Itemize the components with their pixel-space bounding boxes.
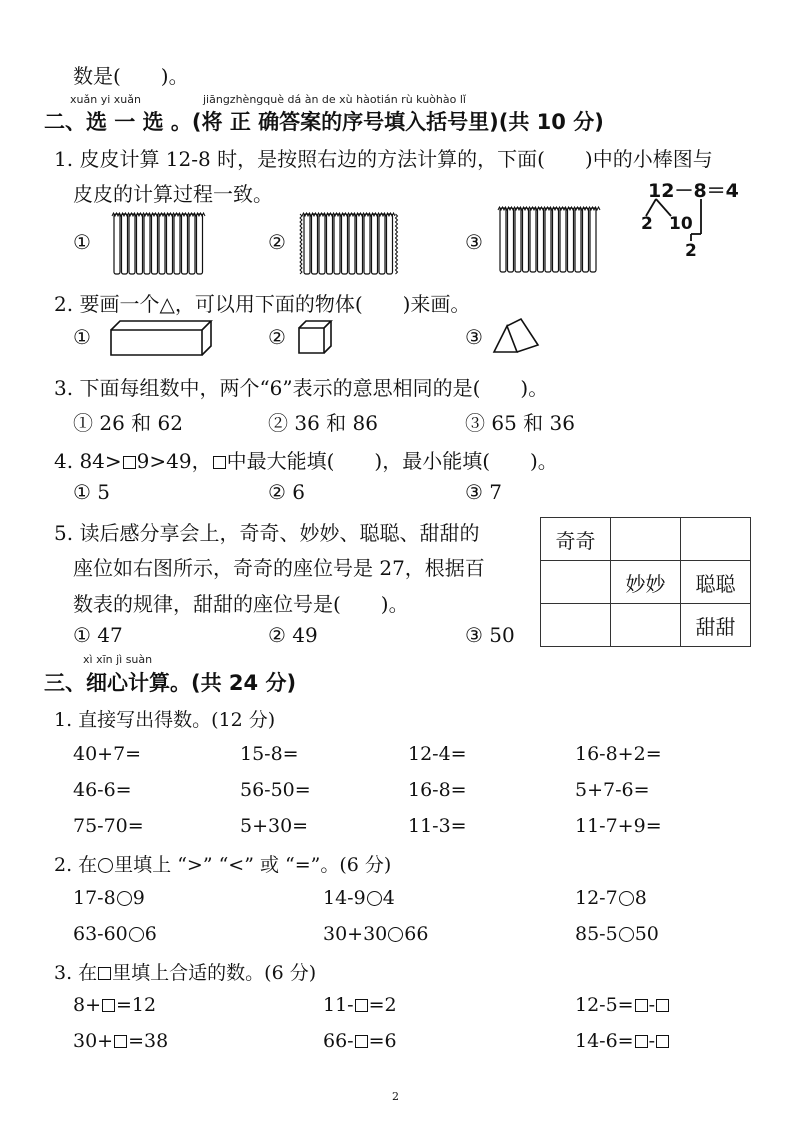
q5-line3: 数表的规律，甜甜的座位号是( )。 (73, 592, 409, 616)
compare-right: 9 (132, 887, 145, 909)
calc-item: 5+7-6= (575, 779, 650, 801)
fill-right: =6 (368, 1030, 397, 1052)
calc-item: 12-4= (408, 743, 467, 765)
seat-empty (611, 604, 681, 647)
stick-picture-1 (108, 208, 208, 278)
stick (129, 214, 135, 274)
stick (538, 208, 544, 272)
calc-item: 16-8= (408, 779, 467, 801)
fill-left: 14-6= (575, 1030, 634, 1052)
stick (342, 214, 348, 274)
blank-circle (619, 891, 634, 906)
compare-item (323, 923, 428, 945)
page-number: 2 (392, 1090, 399, 1103)
stick (327, 214, 333, 274)
section3-pinyin: xì xīn jì suàn (83, 653, 153, 666)
seat-empty (611, 518, 681, 561)
method-left: 2 (641, 214, 653, 234)
compare-item (575, 887, 647, 909)
stick (122, 214, 128, 274)
blank-box (355, 1035, 368, 1048)
q4-option-1: ① 5 (73, 480, 111, 504)
q3-line: 3. 下面每组数中，两个“6”表示的意思相同的是( )。 (54, 376, 549, 400)
compare-item (575, 923, 659, 945)
fill-item (73, 994, 156, 1016)
stick (334, 214, 340, 274)
fill-item (323, 994, 397, 1016)
seat-miaomiao: 妙妙 (611, 561, 681, 604)
stick-bundle (112, 213, 205, 274)
q2-line: 2. 要画一个△，可以用下面的物体( )来画。 (54, 292, 471, 316)
calc-item: 11-7+9= (575, 815, 662, 837)
stick (508, 208, 514, 272)
stick (530, 208, 536, 272)
stick (553, 208, 559, 272)
compare-item (323, 887, 395, 909)
blank-circle (388, 927, 403, 942)
stick-picture-3 (494, 204, 606, 276)
stick (152, 214, 158, 274)
compare-left: 12-7 (575, 887, 618, 909)
compare-item (73, 923, 157, 945)
compare-right: 4 (382, 887, 395, 909)
blank-circle (129, 927, 144, 942)
seat-congcong: 聪聪 (681, 561, 751, 604)
stick (159, 214, 165, 274)
fill-item (575, 994, 670, 1016)
compare-right: 8 (634, 887, 647, 909)
stick (304, 214, 310, 274)
stick (523, 208, 529, 272)
stick (583, 208, 589, 272)
q5-option-2: ② 49 (268, 623, 318, 647)
compare-item (73, 887, 145, 909)
q2-option-3: ③ (465, 325, 483, 349)
fill-left: 30+ (73, 1030, 114, 1052)
c2-title (54, 850, 391, 877)
compare-right: 50 (634, 923, 659, 945)
blank-box (102, 999, 115, 1012)
fill-left: 66- (323, 1030, 354, 1052)
c1-title: 1. 直接写出得数。(12 分) (54, 709, 276, 731)
fill-mid: - (648, 994, 656, 1016)
section3-heading: 三、细心计算。(共 24 分) (44, 671, 297, 695)
stick (357, 214, 363, 274)
stick-picture-2 (296, 208, 408, 278)
compare-left: 17-8 (73, 887, 116, 909)
q4-suffix: 中最大能填( )，最小能填( )。 (226, 449, 558, 473)
q1-option-2: ② (268, 230, 286, 254)
blank-box (213, 456, 226, 469)
stick (387, 214, 393, 274)
q1-line2: 皮皮的计算过程一致。 (73, 182, 273, 206)
q2-option-1: ① (73, 325, 91, 349)
blank-box (123, 456, 136, 469)
stick (137, 214, 143, 274)
method-equation: 12－8＝4 (648, 180, 739, 202)
c3-title (54, 958, 316, 985)
calc-item: 16-8+2= (575, 743, 662, 765)
seat-empty (681, 518, 751, 561)
fill-mid: - (648, 1030, 656, 1052)
compare-right: 6 (144, 923, 157, 945)
compare-left: 30+30 (323, 923, 388, 945)
stick (372, 214, 378, 274)
compare-right: 66 (404, 923, 429, 945)
seat-empty (541, 561, 611, 604)
fill-item (73, 1030, 168, 1052)
calc-item: 11-3= (408, 815, 467, 837)
stick (144, 214, 150, 274)
blank-circle (117, 891, 132, 906)
seat-empty (541, 604, 611, 647)
section2-pinyin-a: xuǎn yi xuǎn (70, 93, 141, 106)
q5-option-3: ③ 50 (465, 623, 515, 647)
c2-title-b: 里填上 “>” “<” 或 “=”。(6 分) (114, 854, 392, 876)
blank-box (98, 967, 111, 980)
blank-circle (98, 858, 113, 873)
stick (500, 208, 506, 272)
q4-middle: 9>49， (136, 449, 212, 473)
blank-box (355, 999, 368, 1012)
calc-item: 56-50= (240, 779, 311, 801)
method-mid: 10 (669, 214, 693, 234)
seat-tiantian: 甜甜 (681, 604, 751, 647)
stick (167, 214, 173, 274)
q5-line2: 座位如右图所示，奇奇的座位号是 27，根据百 (73, 556, 485, 580)
fill-left: 11- (323, 994, 354, 1016)
cube-shape (296, 318, 336, 358)
blank-box (635, 1035, 648, 1048)
fill-left: 8+ (73, 994, 102, 1016)
fill-item (323, 1030, 397, 1052)
q3-option-2: ② 36 和 86 (268, 411, 378, 435)
compare-left: 14-9 (323, 887, 366, 909)
q1-line1: 1. 皮皮计算 12-8 时，是按照右边的方法计算的，下面( )中的小棒图与 (54, 147, 713, 171)
compare-left: 63-60 (73, 923, 128, 945)
calc-item: 75-70= (73, 815, 144, 837)
stick (515, 208, 521, 272)
q3-option-3: ③ 65 和 36 (465, 411, 575, 435)
q5-option-1: ① 47 (73, 623, 123, 647)
section2-pinyin-b: jiāngzhèngquè dá àn de xù hàotián rù kuòhào lǐ (203, 93, 466, 106)
blank-box (656, 999, 669, 1012)
q4-line (54, 445, 558, 474)
c3-title-b: 里填上合适的数。(6 分) (112, 962, 317, 984)
stick (114, 214, 120, 274)
c2-title-a: 2. 在 (54, 854, 98, 876)
q1-option-1: ① (73, 230, 91, 254)
q3-option-1: ① 26 和 62 (73, 411, 183, 435)
calc-item: 46-6= (73, 779, 132, 801)
calc-item: 5+30= (240, 815, 309, 837)
c3-title-a: 3. 在 (54, 962, 98, 984)
bundle-wavy-edge (396, 214, 398, 274)
stick (312, 214, 318, 274)
stick (319, 214, 325, 274)
stick (174, 214, 180, 274)
cuboid-shape (108, 318, 218, 358)
q5-line1: 5. 读后感分享会上，奇奇、妙妙、聪聪、甜甜的 (54, 521, 480, 545)
blank-box (114, 1035, 127, 1048)
stick (590, 208, 596, 272)
stick (560, 208, 566, 272)
q4-option-3: ③ 7 (465, 480, 503, 504)
section2-heading: 二、选 一 选 。(将 正 确答案的序号填入括号里)(共 10 分) (44, 110, 604, 134)
stick (379, 214, 385, 274)
fill-right: =2 (368, 994, 397, 1016)
stick (364, 214, 370, 274)
q4-option-2: ② 6 (268, 480, 306, 504)
stick (568, 208, 574, 272)
top-line: 数是( )。 (73, 64, 189, 88)
calc-item: 15-8= (240, 743, 299, 765)
stick (182, 214, 188, 274)
q4-prefix: 4. 84> (54, 449, 122, 473)
method-bottom: 2 (685, 241, 697, 261)
fill-right: =12 (116, 994, 157, 1016)
calc-item: 40+7= (73, 743, 142, 765)
stick (189, 214, 195, 274)
blank-circle (619, 927, 634, 942)
fill-right: =38 (128, 1030, 169, 1052)
blank-box (656, 1035, 669, 1048)
compare-left: 85-5 (575, 923, 618, 945)
fill-item (575, 1030, 670, 1052)
q2-option-2: ② (268, 325, 286, 349)
q1-option-3: ③ (465, 230, 483, 254)
stick (197, 214, 203, 274)
blank-box (635, 999, 648, 1012)
triangular-prism-shape (491, 316, 546, 356)
stick (545, 208, 551, 272)
seat-qiqi: 奇奇 (541, 518, 611, 561)
seat-table (540, 517, 751, 647)
stick (575, 208, 581, 272)
blank-circle (367, 891, 382, 906)
stick (349, 214, 355, 274)
stick-bundle (498, 207, 600, 272)
fill-left: 12-5= (575, 994, 634, 1016)
bundle-wavy-edge (300, 214, 302, 274)
stick-bundle (300, 213, 398, 274)
